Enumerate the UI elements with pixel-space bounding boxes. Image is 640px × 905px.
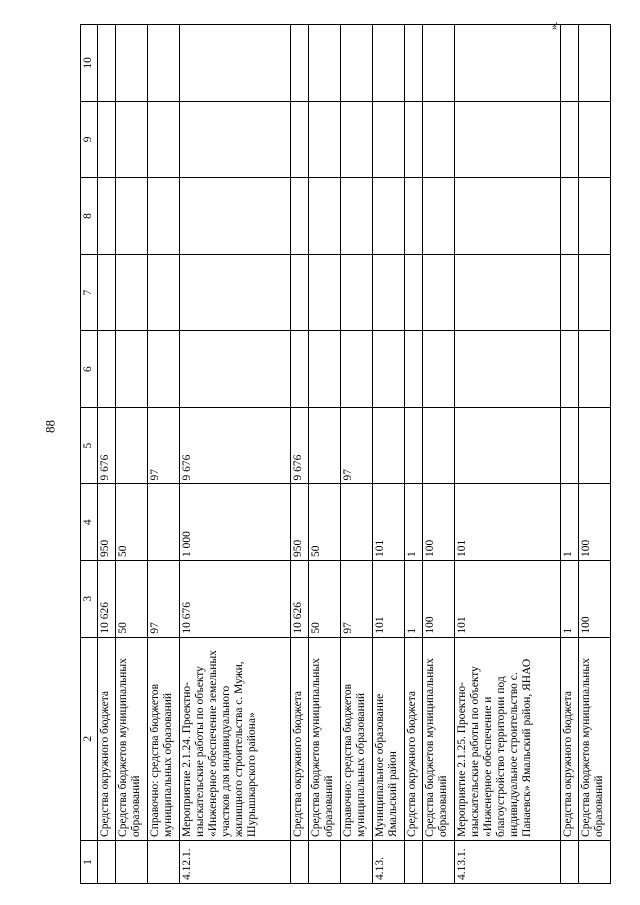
cell-c8: [561, 178, 579, 255]
cell-name: Справочно: средства бюджетов муниципальных образований: [148, 637, 180, 840]
cell-c3: 10 626: [291, 561, 309, 638]
cell-c9: [405, 101, 423, 178]
cell-c10: [116, 25, 148, 102]
cell-c4: 100: [423, 484, 455, 561]
cell-c7: [98, 254, 116, 331]
cell-c7: [309, 254, 341, 331]
cell-c7: [423, 254, 455, 331]
cell-c4: 101: [373, 484, 405, 561]
page-number: 88: [42, 420, 58, 433]
cell-no: [98, 840, 116, 883]
cell-c6: [116, 331, 148, 408]
cell-c7: [561, 254, 579, 331]
table-row: [373, 25, 405, 884]
table-row: [291, 25, 309, 884]
cell-c7: [116, 254, 148, 331]
cell-c4: 950: [98, 484, 116, 561]
header-cell: 3: [81, 561, 98, 638]
cell-c9: [116, 101, 148, 178]
cell-c6: [373, 331, 405, 408]
cell-c6: [148, 331, 180, 408]
cell-c4: 50: [116, 484, 148, 561]
cell-c8: [405, 178, 423, 255]
cell-c10: [180, 25, 291, 102]
rotated-table-container: [80, 21, 605, 884]
cell-c6: [579, 331, 611, 408]
cell-name: Справочно: средства бюджетов муниципальных образований: [341, 637, 373, 840]
cell-c8: [455, 178, 561, 255]
table-row: [309, 25, 341, 884]
cell-c8: [291, 178, 309, 255]
cell-name: Средства окружного бюджета: [405, 637, 423, 840]
cell-c3: 100: [423, 561, 455, 638]
header-cell: 10: [81, 25, 98, 102]
cell-c9: [291, 101, 309, 178]
cell-c6: [309, 331, 341, 408]
cell-c4: 100: [579, 484, 611, 561]
cell-c6: [405, 331, 423, 408]
cell-c3: 10 676: [180, 561, 291, 638]
cell-c10: [405, 25, 423, 102]
cell-c6: [455, 331, 561, 408]
cell-c7: [180, 254, 291, 331]
cell-c9: [455, 101, 561, 178]
cell-c5: 97: [341, 407, 373, 484]
cell-c3: 1: [405, 561, 423, 638]
cell-c8: [180, 178, 291, 255]
cell-c3: 101: [373, 561, 405, 638]
cell-c5: 9 676: [180, 407, 291, 484]
cell-c5: [423, 407, 455, 484]
cell-c7: [148, 254, 180, 331]
cell-c4: 1: [405, 484, 423, 561]
cell-c9: [423, 101, 455, 178]
cell-c8: [579, 178, 611, 255]
cell-c9: [341, 101, 373, 178]
cell-c4: [341, 484, 373, 561]
table-row: [561, 25, 579, 884]
cell-c5: [579, 407, 611, 484]
cell-c3: 97: [341, 561, 373, 638]
cell-c5: 97: [148, 407, 180, 484]
table-row: [98, 25, 116, 884]
cell-c4: 101: [455, 484, 561, 561]
cell-no: [309, 840, 341, 883]
cell-name: Средства бюджетов муниципальных образований: [309, 637, 341, 840]
table-row: [455, 25, 561, 884]
cell-c10: [423, 25, 455, 102]
cell-c9: [561, 101, 579, 178]
cell-c8: [309, 178, 341, 255]
cell-name: Муниципальное образование Ямальский район: [373, 637, 405, 840]
cell-c9: [579, 101, 611, 178]
cell-no: 4.12.1.: [180, 840, 291, 883]
cell-c9: [98, 101, 116, 178]
cell-c10: [373, 25, 405, 102]
cell-c3: 101: [455, 561, 561, 638]
trailing-mark: ».: [548, 21, 560, 30]
cell-c5: [116, 407, 148, 484]
cell-c6: [341, 331, 373, 408]
table-body: [81, 25, 611, 884]
cell-name: Средства окружного бюджета: [561, 637, 579, 840]
cell-c3: 1: [561, 561, 579, 638]
header-row: [81, 25, 98, 884]
cell-c3: 100: [579, 561, 611, 638]
cell-c6: [180, 331, 291, 408]
cell-c10: [148, 25, 180, 102]
cell-c7: [373, 254, 405, 331]
cell-c8: [116, 178, 148, 255]
cell-c7: [291, 254, 309, 331]
cell-no: 4.13.1.: [455, 840, 561, 883]
table-row: [180, 25, 291, 884]
cell-name: Средства окружного бюджета: [291, 637, 309, 840]
cell-c10: [561, 25, 579, 102]
table-row: [148, 25, 180, 884]
cell-c6: [98, 331, 116, 408]
cell-no: [405, 840, 423, 883]
cell-c3: 50: [116, 561, 148, 638]
header-cell: 6: [81, 331, 98, 408]
cell-c5: [373, 407, 405, 484]
cell-no: [291, 840, 309, 883]
cell-c5: [405, 407, 423, 484]
cell-c8: [423, 178, 455, 255]
cell-c5: [455, 407, 561, 484]
cell-c3: 50: [309, 561, 341, 638]
cell-name: Средства окружного бюджета: [98, 637, 116, 840]
cell-no: [561, 840, 579, 883]
cell-c10: [579, 25, 611, 102]
cell-name: Мероприятие 2.1.25. Проектно-изыскательские работы по объекту «Инженерное обеспечение и благоустройство территории под индивидуальное строительство с. Панаевск» Ямальский район, ЯНАО: [455, 637, 561, 840]
budget-table: [80, 21, 611, 884]
header-cell: 2: [81, 637, 98, 840]
table-row: [423, 25, 455, 884]
cell-c4: 50: [309, 484, 341, 561]
cell-c7: [455, 254, 561, 331]
cell-name: Средства бюджетов муниципальных образований: [116, 637, 148, 840]
cell-c7: [405, 254, 423, 331]
cell-no: [116, 840, 148, 883]
cell-c9: [373, 101, 405, 178]
cell-no: [423, 840, 455, 883]
cell-c4: 1 000: [180, 484, 291, 561]
table-row: [579, 25, 611, 884]
table-row: [116, 25, 148, 884]
cell-c4: 950: [291, 484, 309, 561]
cell-c8: [373, 178, 405, 255]
cell-no: [579, 840, 611, 883]
cell-c4: [148, 484, 180, 561]
cell-c10: [309, 25, 341, 102]
cell-c7: [341, 254, 373, 331]
cell-c5: 9 676: [98, 407, 116, 484]
cell-no: 4.13.: [373, 840, 405, 883]
cell-c3: 97: [148, 561, 180, 638]
cell-no: [148, 840, 180, 883]
cell-c10: [341, 25, 373, 102]
header-cell: 5: [81, 407, 98, 484]
cell-c3: 10 626: [98, 561, 116, 638]
cell-c8: [341, 178, 373, 255]
cell-c9: [309, 101, 341, 178]
table-row: [341, 25, 373, 884]
cell-c10: [291, 25, 309, 102]
rotated-table-frame: [80, 21, 605, 884]
cell-c10: [455, 25, 561, 102]
header-cell: 4: [81, 484, 98, 561]
cell-c6: [561, 331, 579, 408]
cell-name: Мероприятие 2.1.24. Проектно-изыскательские работы по объекту «Инженерное обеспечение земельных участков для индивидуального жилищного строительства с. Мужи, Шурышкарского района»: [180, 637, 291, 840]
cell-c9: [180, 101, 291, 178]
cell-c8: [98, 178, 116, 255]
cell-c5: 9 676: [291, 407, 309, 484]
cell-c9: [148, 101, 180, 178]
cell-no: [341, 840, 373, 883]
cell-c5: [561, 407, 579, 484]
header-cell: 7: [81, 254, 98, 331]
cell-c5: [309, 407, 341, 484]
header-cell: 8: [81, 178, 98, 255]
cell-c6: [423, 331, 455, 408]
cell-name: Средства бюджетов муниципальных образований: [423, 637, 455, 840]
cell-c10: [98, 25, 116, 102]
table-row: [405, 25, 423, 884]
cell-c8: [148, 178, 180, 255]
header-cell: 9: [81, 101, 98, 178]
cell-c6: [291, 331, 309, 408]
cell-c7: [579, 254, 611, 331]
cell-c4: 1: [561, 484, 579, 561]
header-cell: 1: [81, 840, 98, 883]
cell-name: Средства бюджетов муниципальных образований: [579, 637, 611, 840]
